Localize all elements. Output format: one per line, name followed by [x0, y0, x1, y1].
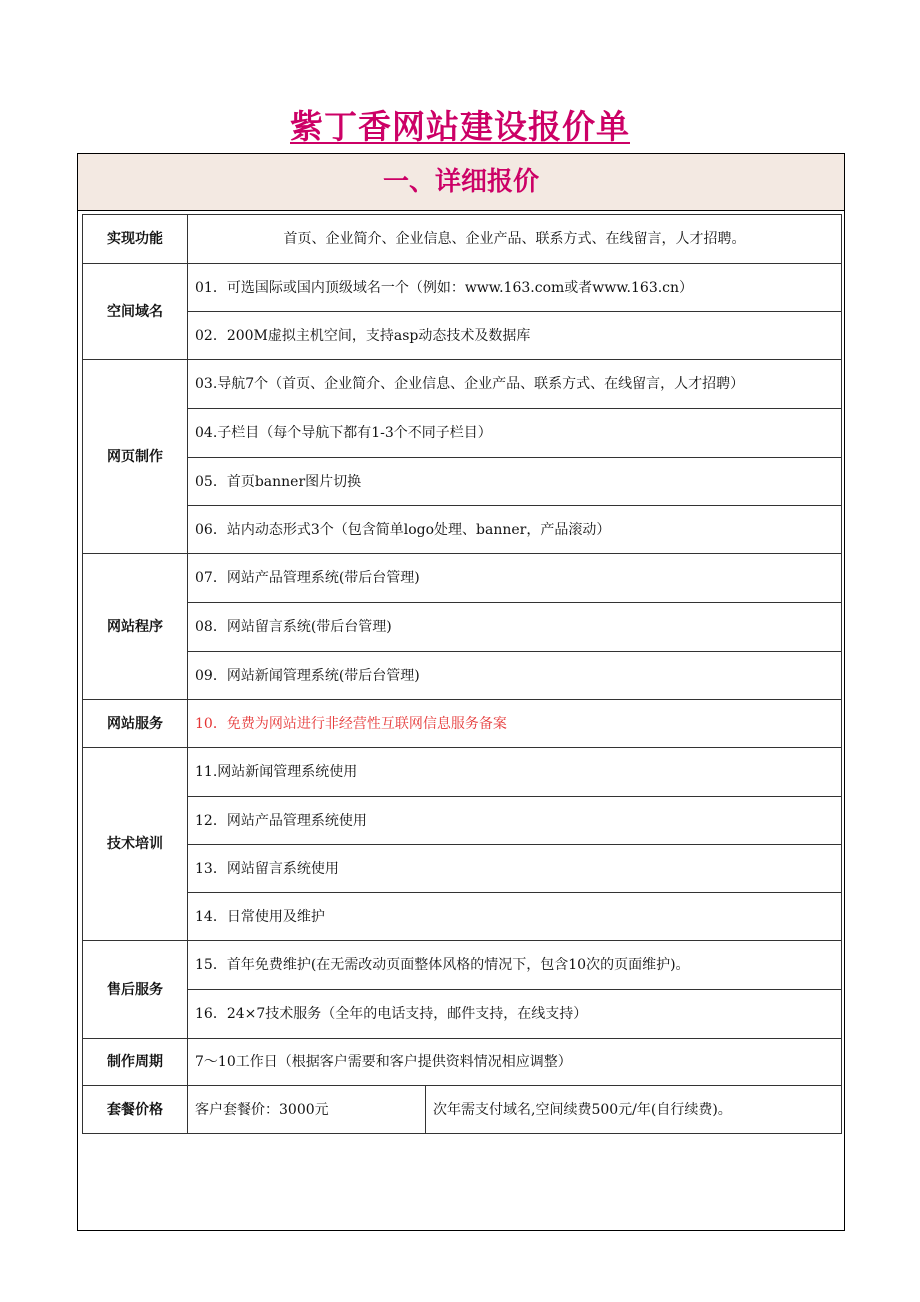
table-row-programs: [83, 554, 842, 603]
list-item: 03.导航7个（首页、企业简介、企业信息、企业产品、联系方式、在线留言，人才招聘）: [188, 360, 842, 409]
table-row-price: [83, 1086, 842, 1134]
list-item: 13．网站留言系统使用: [188, 845, 842, 893]
table-row-after-sales: [83, 941, 842, 990]
table-row-web-design: [83, 409, 842, 458]
list-item: 15．首年免费维护(在无需改动页面整体风格的情况下，包含10次的页面维护)。: [188, 941, 842, 990]
section-header: 一、详细报价: [78, 154, 844, 211]
row-label: 网页制作: [83, 360, 188, 554]
row-label: 实现功能: [83, 215, 188, 264]
period-value: 7～10工作日（根据客户需要和客户提供资料情况相应调整）: [188, 1039, 842, 1086]
price-value: 客户套餐价：3000元: [188, 1086, 426, 1134]
table-row-programs: [83, 603, 842, 652]
table-row-after-sales: [83, 990, 842, 1039]
list-item: 09．网站新闻管理系统(带后台管理): [188, 652, 842, 700]
row-label: 网站服务: [83, 700, 188, 748]
quote-table: [82, 214, 842, 1134]
row-label: 空间域名: [83, 264, 188, 360]
table-row-web-design: [83, 506, 842, 554]
list-item: 02．200M虚拟主机空间，支持asp动态技术及数据库: [188, 312, 842, 360]
document-title: 紫丁香网站建设报价单: [290, 107, 630, 146]
table-row-training: [83, 748, 842, 797]
table-row-space-domain: [83, 264, 842, 312]
list-item: 01．可选国际或国内顶级域名一个（例如：www.163.com或者www.163.cn）: [188, 264, 842, 312]
row-label: 套餐价格: [83, 1086, 188, 1134]
list-item: 06．站内动态形式3个（包含简单logo处理、banner，产品滚动）: [188, 506, 842, 554]
list-item: 14．日常使用及维护: [188, 893, 842, 941]
list-item: 08．网站留言系统(带后台管理): [188, 603, 842, 652]
table-row-services: [83, 700, 842, 748]
table-row-training: [83, 893, 842, 941]
list-item: 07．网站产品管理系统(带后台管理): [188, 554, 842, 603]
price-note: 次年需支付域名,空间续费500元/年(自行续费)。: [426, 1086, 842, 1134]
list-item: 11.网站新闻管理系统使用: [188, 748, 842, 797]
table-row-training: [83, 797, 842, 845]
row-label: 售后服务: [83, 941, 188, 1039]
table-row-web-design: [83, 458, 842, 506]
table-row-features: [83, 215, 842, 264]
list-item: 16．24×7技术服务（全年的电话支持，邮件支持，在线支持）: [188, 990, 842, 1039]
services-value: 10．免费为网站进行非经营性互联网信息服务备案: [188, 700, 842, 748]
list-item: 05．首页banner图片切换: [188, 458, 842, 506]
table-row-programs: [83, 652, 842, 700]
row-label: 网站程序: [83, 554, 188, 700]
table-row-web-design: [83, 360, 842, 409]
features-value: 首页、企业简介、企业信息、企业产品、联系方式、在线留言，人才招聘。: [188, 215, 842, 264]
table-row-training: [83, 845, 842, 893]
row-label: 技术培训: [83, 748, 188, 941]
list-item: 04.子栏目（每个导航下都有1-3个不同子栏目）: [188, 409, 842, 458]
table-row-space-domain: [83, 312, 842, 360]
row-label: 制作周期: [83, 1039, 188, 1086]
list-item: 12．网站产品管理系统使用: [188, 797, 842, 845]
table-row-period: [83, 1039, 842, 1086]
